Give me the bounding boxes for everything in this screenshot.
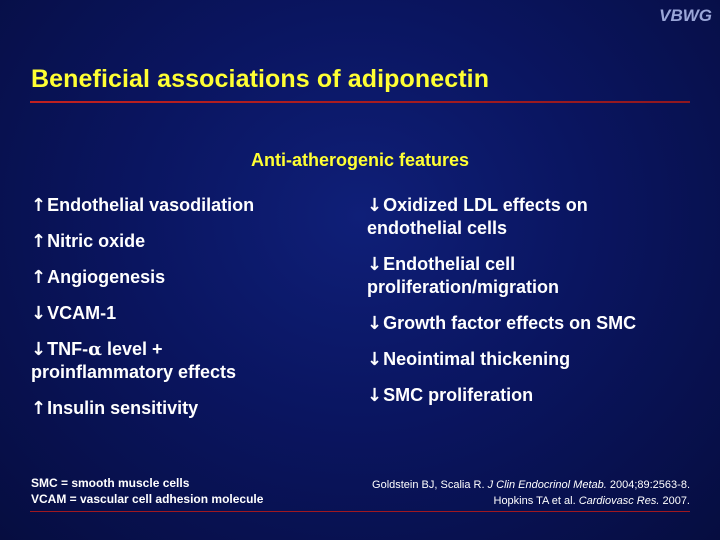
- arrow-down-icon: ↓: [367, 313, 383, 334]
- feature-text: level +: [101, 339, 163, 359]
- reference-details: 2007.: [659, 495, 690, 507]
- footer-divider: [30, 511, 690, 512]
- feature-item: [31, 194, 341, 217]
- feature-text-line2: endothelial cells: [367, 218, 508, 238]
- reference-authors: Hopkins TA et al.: [493, 495, 579, 507]
- feature-item: [31, 302, 341, 325]
- right-feature-list: [367, 194, 697, 420]
- reference-details: 2004;89:2563-8.: [606, 479, 690, 491]
- arrow-down-icon: ↓: [367, 254, 383, 275]
- abbreviation-line: SMC = smooth muscle cells: [31, 476, 190, 490]
- reference-journal: Cardiovasc Res.: [578, 495, 660, 507]
- feature-text: Angiogenesis: [47, 267, 166, 287]
- reference-line: [372, 477, 690, 493]
- abbreviation-line: VCAM = vascular cell adhesion molecule: [31, 492, 264, 506]
- left-feature-list: [31, 194, 341, 433]
- feature-item: [367, 384, 697, 407]
- feature-text: Endothelial cell: [383, 254, 516, 274]
- section-subtitle: Anti-atherogenic features: [250, 150, 470, 170]
- feature-item: [367, 348, 697, 371]
- corner-logo: VBWG: [659, 6, 712, 25]
- feature-text: Insulin sensitivity: [47, 398, 199, 418]
- feature-item: [31, 230, 341, 253]
- arrow-up-icon: ↑: [31, 398, 47, 419]
- feature-text: SMC proliferation: [383, 385, 534, 405]
- arrow-down-icon: ↓: [31, 303, 47, 324]
- feature-text: TNF-: [47, 339, 89, 359]
- feature-item: [367, 253, 697, 299]
- slide-title: Beneficial associations of adiponectin: [31, 65, 490, 93]
- arrow-up-icon: ↑: [31, 195, 47, 216]
- feature-text: Neointimal thickening: [383, 349, 571, 369]
- references: [372, 477, 690, 509]
- arrow-down-icon: ↓: [367, 349, 383, 370]
- feature-item: [367, 194, 697, 240]
- greek-alpha: α: [88, 339, 102, 360]
- arrow-up-icon: ↑: [31, 267, 47, 288]
- feature-item: [367, 312, 697, 335]
- title-divider: [30, 101, 690, 103]
- feature-text-line2: proliferation/migration: [367, 277, 560, 297]
- arrow-down-icon: ↓: [367, 195, 383, 216]
- feature-text: Endothelial vasodilation: [47, 195, 255, 215]
- feature-text: VCAM-1: [47, 303, 117, 323]
- feature-item: [31, 338, 341, 384]
- arrow-down-icon: ↓: [31, 339, 47, 360]
- reference-line: [372, 493, 690, 509]
- reference-authors: Goldstein BJ, Scalia R.: [372, 479, 488, 491]
- arrow-down-icon: ↓: [367, 385, 383, 406]
- feature-text: Growth factor effects on SMC: [383, 313, 637, 333]
- feature-text-line2: proinflammatory effects: [31, 362, 237, 382]
- feature-text: Oxidized LDL effects on: [383, 195, 588, 215]
- feature-item: [31, 266, 341, 289]
- feature-item: [31, 397, 341, 420]
- arrow-up-icon: ↑: [31, 231, 47, 252]
- abbreviations: [31, 475, 263, 507]
- feature-text: Nitric oxide: [47, 231, 146, 251]
- reference-journal: J Clin Endocrinol Metab.: [487, 479, 607, 491]
